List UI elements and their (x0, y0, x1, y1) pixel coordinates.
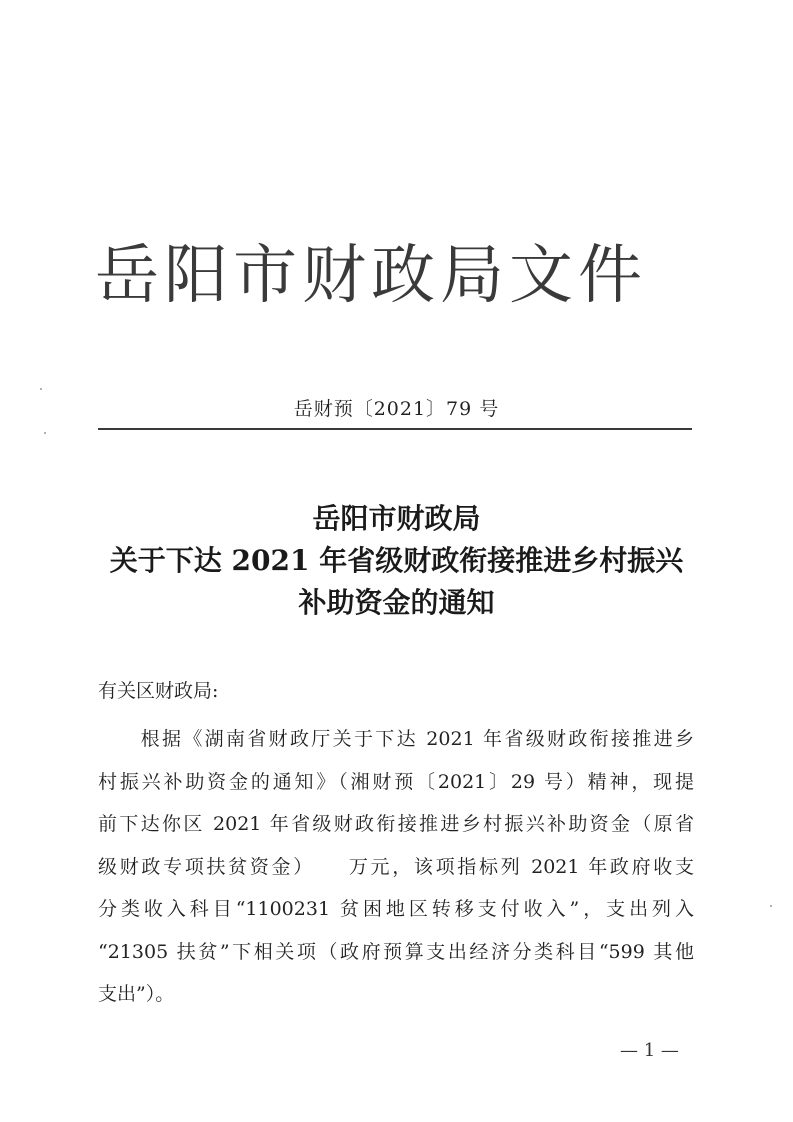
header-divider (98, 428, 692, 430)
scan-speck (770, 905, 772, 907)
scan-speck (44, 432, 46, 434)
document-number: 岳财预〔2021〕79 号 (293, 398, 500, 420)
body-line: 分类收入科目“1100231 贫困地区转移支付收入”，支出列入 (98, 898, 694, 920)
notice-title (0, 498, 793, 624)
body-paragraph (98, 718, 694, 1016)
notice-title-line: 补助资金的通知 (298, 586, 495, 619)
body-line: 根据《湖南省财政厅关于下达 2021 年省级财政衔接推进乡 (98, 728, 694, 750)
body-line: “21305 扶贫”下相关项（政府预算支出经济分类科目“599 其他 (98, 940, 694, 963)
body-line: 前下达你区 2021 年省级财政衔接推进乡村振兴补助资金（原省 (98, 813, 694, 835)
notice-title-line: 关于下达 2021 年省级财政衔接推进乡村振兴 (109, 544, 684, 577)
notice-title-line: 岳阳市财政局 (312, 502, 481, 535)
body-line: 级财政专项扶贫资金） 万元，该项指标列 2021 年政府收支 (98, 855, 694, 878)
page-number: — 1 — (620, 1040, 679, 1061)
addressee: 有关区财政局: (98, 680, 219, 702)
scan-speck (40, 388, 42, 390)
body-line: 村振兴补助资金的通知》（湘财预〔2021〕29 号）精神，现提 (98, 770, 694, 793)
issuing-authority-title: 岳阳市财政局文件 (95, 239, 647, 313)
body-line: 支出”）。 (98, 983, 175, 1005)
